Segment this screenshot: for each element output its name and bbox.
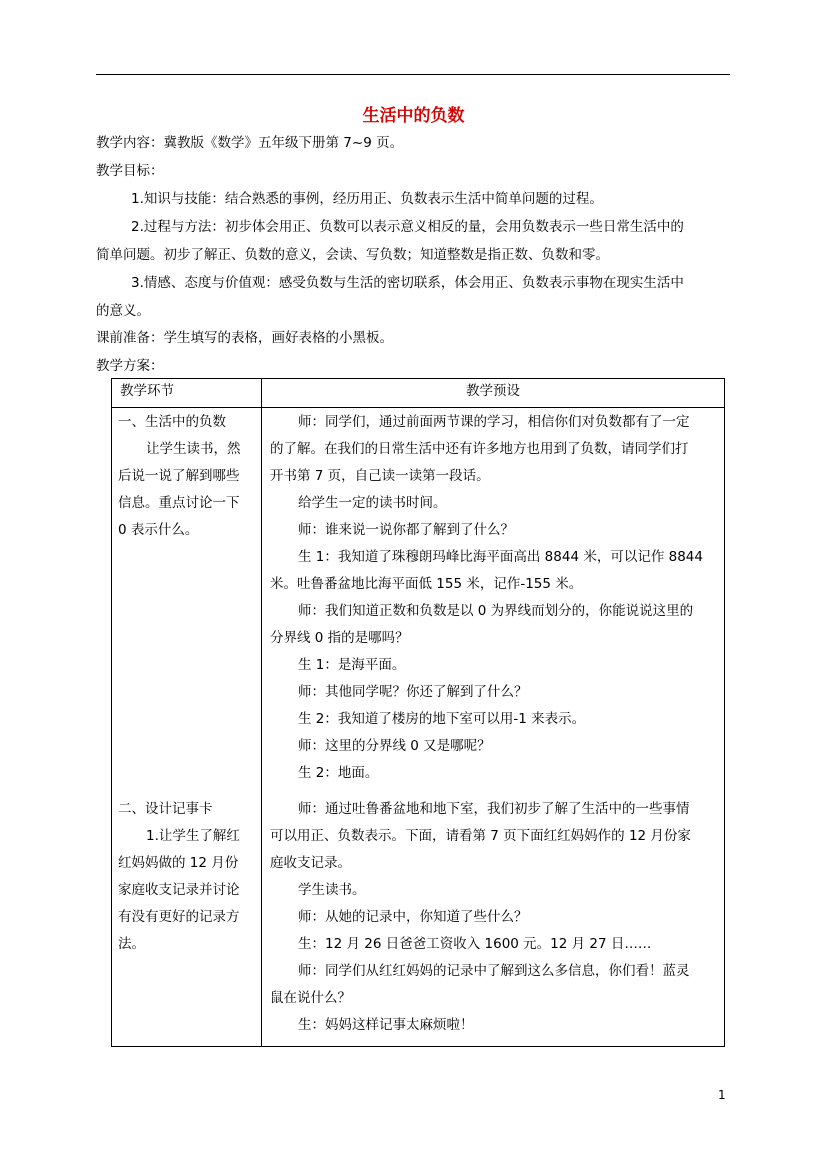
stage-line: 红妈妈做的 12 月份 <box>118 855 239 871</box>
plan-line: 生 1：是海平面。 <box>298 657 406 673</box>
plan-line: 生：妈妈这样记事太麻烦啦！ <box>298 1017 474 1033</box>
plan-line: 开书第 7 页，自己读一读第一段话。 <box>270 468 490 484</box>
stage-line: 0 表示什么。 <box>118 522 199 538</box>
stage-cell <box>112 408 262 1047</box>
intro-line: 3.情感、态度与价值观：感受负数与生活的密切联系，体会用正、负数表示事物在现实生活中 <box>131 275 684 291</box>
intro-line: 教学内容：冀教版《数学》五年级下册第 7~9 页。 <box>96 135 404 151</box>
plan-line: 米。吐鲁番盆地比海平面低 155 米，记作-155 米。 <box>270 576 583 592</box>
plan-line: 生 1：我知道了珠穆朗玛峰比海平面高出 8844 米，可以记作 8844 <box>298 549 703 565</box>
lesson-plan-table <box>111 378 725 1047</box>
intro-line: 2.过程与方法：初步体会用正、负数可以表示意义相反的量，会用负数表示一些日常生活中的 <box>131 219 684 235</box>
page-number: 1 <box>718 1088 726 1102</box>
intro-line: 简单问题。初步了解正、负数的意义，会读、写负数；知道整数是指正数、负数和零。 <box>96 247 609 263</box>
intro-line: 的意义。 <box>96 303 150 319</box>
stage-line: 有没有更好的记录方 <box>118 909 240 925</box>
plan-line: 师：我们知道正数和负数是以 0 为界线而划分的，你能说说这里的 <box>298 603 694 619</box>
plan-line: 给学生一定的读书时间。 <box>298 495 447 511</box>
table-header-row <box>112 379 725 408</box>
plan-line: 生 2：地面。 <box>298 765 379 781</box>
plan-line: 生：12 月 26 日爸爸工资收入 1600 元。12 月 27 日…… <box>298 936 652 952</box>
stage-line: 信息。重点讨论一下 <box>118 495 240 511</box>
plan-line: 师：谁来说一说你都了解到了什么？ <box>298 522 514 538</box>
stage-line: 二、设计记事卡 <box>118 801 213 817</box>
plan-line: 生 2：我知道了楼房的地下室可以用-1 来表示。 <box>298 711 586 727</box>
plan-line: 学生读书。 <box>298 882 366 898</box>
stage-line: 1.让学生了解红 <box>146 828 240 844</box>
stage-line: 让学生读书，然 <box>146 441 241 457</box>
intro-line: 课前准备：学生填写的表格，画好表格的小黑板。 <box>96 330 393 346</box>
stage-line: 一、生活中的负数 <box>118 414 226 430</box>
plan-line: 师：通过吐鲁番盆地和地下室，我们初步了解了生活中的一些事情 <box>298 801 690 817</box>
stage-line: 家庭收支记录并讨论 <box>118 882 240 898</box>
plan-line: 师：同学们从红红妈妈的记录中了解到这么多信息，你们看！蓝灵 <box>298 963 690 979</box>
intro-line: 1.知识与技能：结合熟悉的事例，经历用正、负数表示生活中简单问题的过程。 <box>131 191 603 207</box>
plan-cell <box>262 408 725 1047</box>
plan-line: 师：从她的记录中，你知道了些什么？ <box>298 909 528 925</box>
intro-line: 教学方案： <box>96 358 164 374</box>
header-cell-stage: 教学环节 <box>112 379 262 408</box>
intro-line: 教学目标： <box>96 163 164 179</box>
header-rule <box>96 74 730 75</box>
stage-line: 后说一说了解到哪些 <box>118 468 240 484</box>
stage-line: 法。 <box>118 936 145 952</box>
header-cell-plan: 教学预设 <box>262 379 725 408</box>
table-row <box>112 408 725 1047</box>
plan-line: 的了解。在我们的日常生活中还有许多地方也用到了负数，请同学们打 <box>270 441 689 457</box>
plan-line: 庭收支记录。 <box>270 855 351 871</box>
plan-line: 鼠在说什么？ <box>270 990 351 1006</box>
plan-line: 分界线 0 指的是哪吗？ <box>270 630 409 646</box>
plan-line: 可以用正、负数表示。下面，请看第 7 页下面红红妈妈作的 12 月份家 <box>270 828 691 844</box>
plan-line: 师：其他同学呢？你还了解到了什么？ <box>298 684 528 700</box>
plan-line: 师：这里的分界线 0 又是哪呢？ <box>298 738 491 754</box>
plan-line: 师：同学们，通过前面两节课的学习，相信你们对负数都有了一定 <box>298 414 690 430</box>
page-title: 生活中的负数 <box>362 106 465 126</box>
